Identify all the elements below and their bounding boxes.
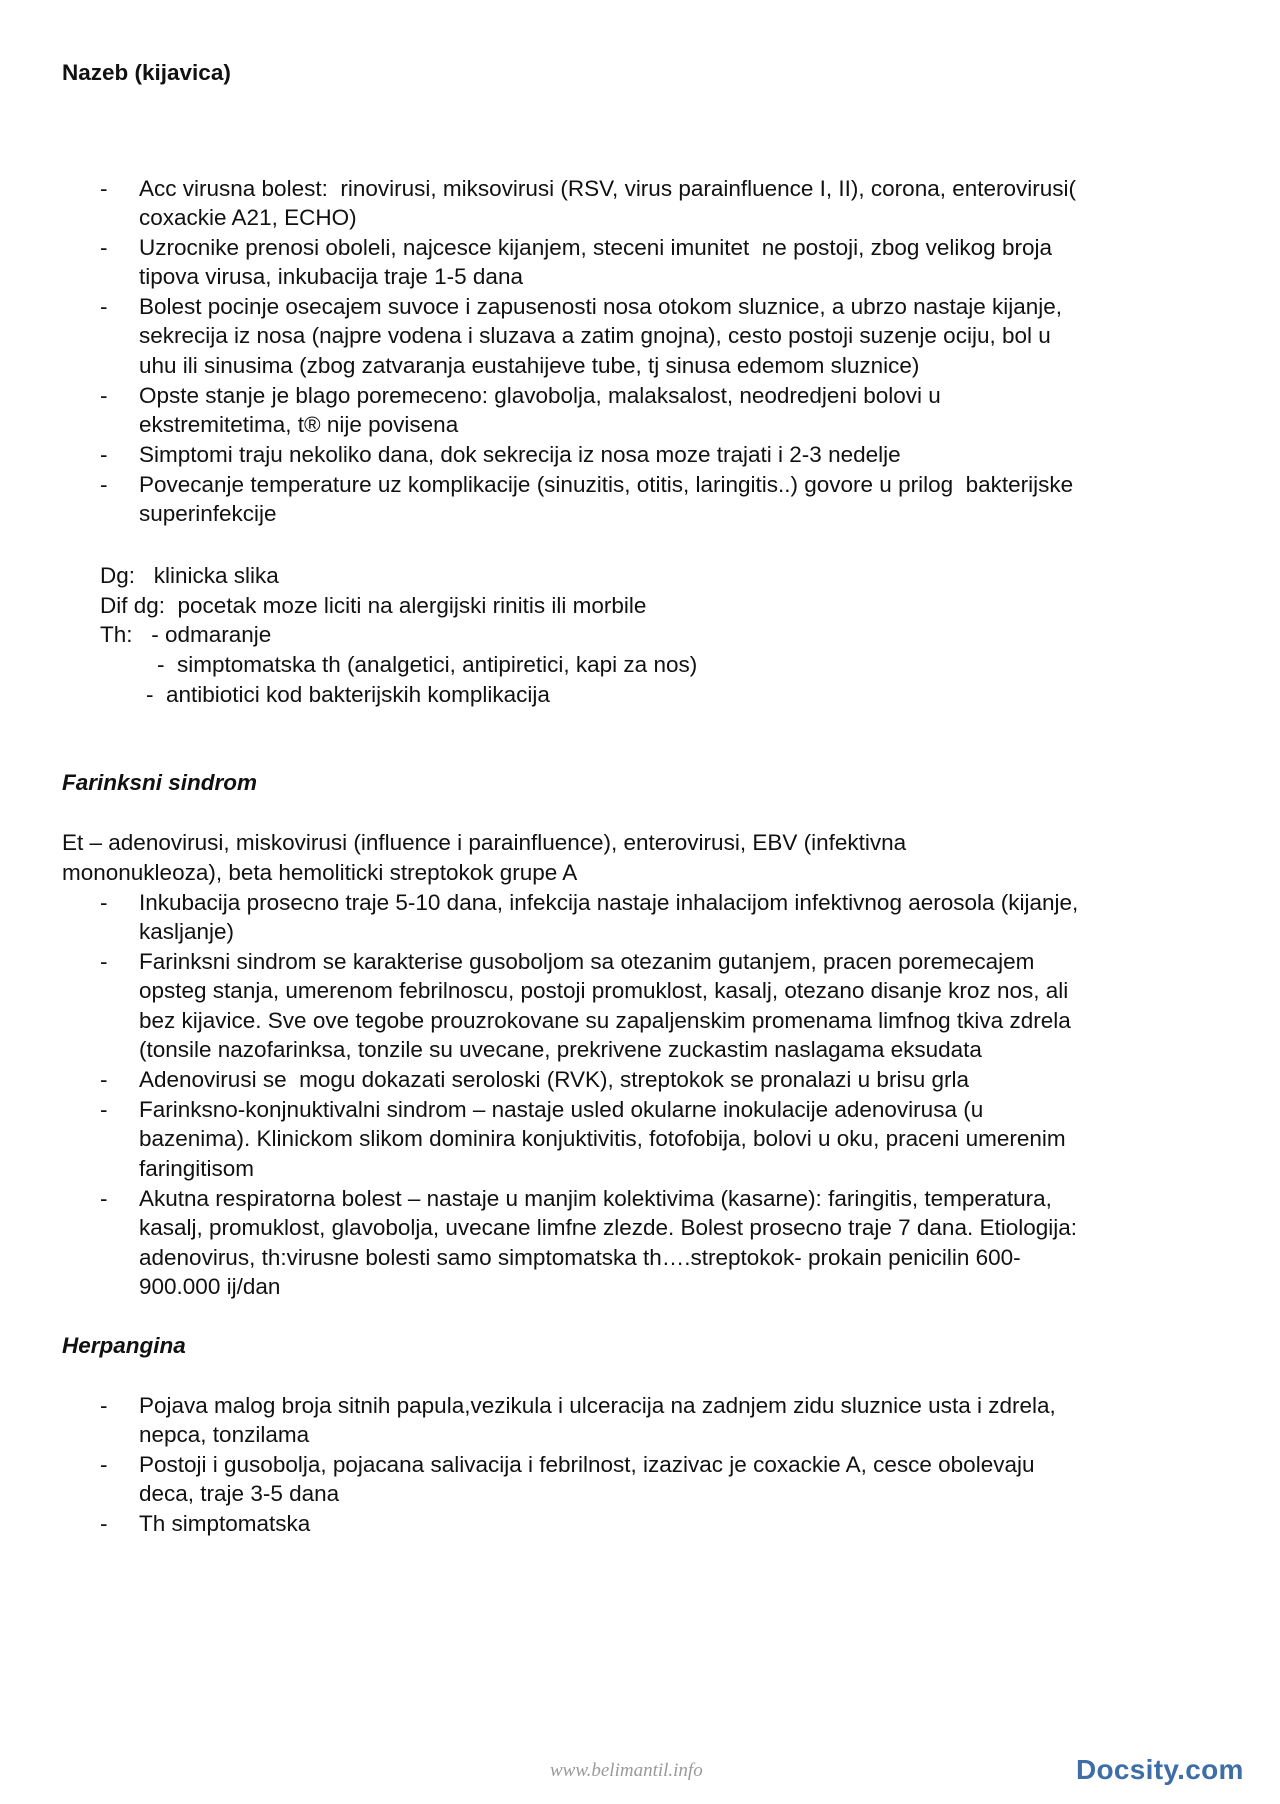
bullet-dash: - [100, 383, 108, 408]
list-item-line: coxackie A21, ECHO) [139, 205, 357, 230]
list-item-line: ekstremitetima, t® nije povisena [139, 412, 459, 437]
differential-diagnosis-line: Dif dg: pocetak moze liciti na alergijski rinitis ili morbile [100, 593, 647, 618]
list-item-line: Th simptomatska [139, 1511, 311, 1536]
list-item-line: Povecanje temperature uz komplikacije (sinuzitis, otitis, laringitis..) govore u prilog bakterijske [139, 472, 1074, 497]
bullet-dash: - [100, 1452, 108, 1477]
therapy-line: Th: - odmaranje [100, 622, 272, 647]
list-item-line: kasalj, promuklost, glavobolja, uvecane limfne zlezde. Bolest prosecno traje 7 dana. Etiologija: [139, 1215, 1078, 1240]
section-title-nazeb: Nazeb (kijavica) [62, 60, 231, 85]
list-item-line: Uzrocnike prenosi oboleli, najcesce kijanjem, steceni imunitet ne postoji, zbog velikog broja [139, 235, 1052, 260]
bullet-dash: - [100, 176, 108, 201]
bullet-dash: - [100, 1393, 108, 1418]
list-item-line: Pojava malog broja sitnih papula,vezikula i ulceracija na zadnjem zidu sluznice usta i zdrela, [139, 1393, 1056, 1418]
list-item-line: Inkubacija prosecno traje 5-10 dana, infekcija nastaje inhalacijom infektivnog aerosola (kijanje, [139, 890, 1079, 915]
list-item-line: Akutna respiratorna bolest – nastaje u manjim kolektivima (kasarne): faringitis, temperatura, [139, 1186, 1052, 1211]
docsity-logo[interactable]: Docsity.com [1076, 1754, 1244, 1785]
bullet-dash: - [100, 1067, 108, 1092]
list-item-line: (tonsile nazofarinksa, tonzile su uvecane, prekrivene zuckastim naslagama eksudata [139, 1037, 982, 1062]
list-item-line: Opste stanje je blago poremeceno: glavobolja, malaksalost, neodredjeni bolovi u [139, 383, 941, 408]
section-title-farinksni: Farinksni sindrom [62, 770, 258, 795]
etiology-line: mononukleoza), beta hemoliticki streptokok grupe A [62, 860, 578, 885]
list-item-line: superinfekcije [139, 501, 277, 526]
bullet-dash: - [100, 1186, 108, 1211]
therapy-line: - antibiotici kod bakterijskih komplikacija [146, 682, 550, 707]
list-item-line: opsteg stanja, umerenom febrilnoscu, postoji promuklost, kasalj, otezano disanje kroz nos, ali [139, 978, 1069, 1003]
bullet-dash: - [100, 1511, 108, 1536]
list-item-line: Acc virusna bolest: rinovirusi, miksovirusi (RSV, virus parainfluence I, II), corona, enterovirusi( [139, 176, 1077, 201]
list-item-line: Simptomi traju nekoliko dana, dok sekrecija iz nosa moze trajati i 2-3 nedelje [139, 442, 901, 467]
list-item-line: tipova virusa, inkubacija traje 1-5 dana [139, 264, 523, 289]
list-item-line: uhu ili sinusima (zbog zatvaranja eustahijeve tube, tj sinusa edemom sluznice) [139, 353, 920, 378]
section-title-herpangina: Herpangina [62, 1333, 186, 1358]
list-item-line: Farinksno-konjnuktivalni sindrom – nastaje usled okularne inokulacije adenovirusa (u [139, 1097, 984, 1122]
list-item-line: adenovirus, th:virusne bolesti samo simptomatska th….streptokok- prokain penicilin 600- [139, 1245, 1021, 1270]
bullet-dash: - [100, 472, 108, 497]
list-item-line: deca, traje 3-5 dana [139, 1481, 340, 1506]
list-item-line: nepca, tonzilama [139, 1422, 310, 1447]
bullet-dash: - [100, 1097, 108, 1122]
list-item-line: kasljanje) [139, 919, 235, 944]
diagnosis-line: Dg: klinicka slika [100, 563, 279, 588]
bullet-dash: - [100, 949, 108, 974]
list-item-line: Bolest pocinje osecajem suvoce i zapusenosti nosa otokom sluznice, a ubrzo nastaje kijanje, [139, 294, 1063, 319]
list-item-line: Postoji i gusobolja, pojacana salivacija i febrilnost, izazivac je coxackie A, cesce obolevaju [139, 1452, 1035, 1477]
bullet-dash: - [100, 294, 108, 319]
therapy-line: - simptomatska th (analgetici, antipiretici, kapi za nos) [157, 652, 698, 677]
list-item-line: Farinksni sindrom se karakterise gusoboljom sa otezanim gutanjem, pracen poremecajem [139, 949, 1035, 974]
list-item-line: bazenima). Klinickom slikom dominira konjuktivitis, fotofobija, bolovi u oku, praceni umerenim [139, 1126, 1066, 1151]
bullet-dash: - [100, 235, 108, 260]
footer-website-watermark: www.belimantil.info [550, 1760, 703, 1781]
list-item-line: bez kijavice. Sve ove tegobe prouzrokovane su zapaljenskim promenama limfnog tkiva zdrela [139, 1008, 1071, 1033]
etiology-line: Et – adenovirusi, miskovirusi (influence i parainfluence), enterovirusi, EBV (infektivna [62, 830, 907, 855]
bullet-dash: - [100, 442, 108, 467]
list-item-line: Adenovirusi se mogu dokazati seroloski (RVK), streptokok se pronalazi u brisu grla [139, 1067, 969, 1092]
bullet-dash: - [100, 890, 108, 915]
list-item-line: 900.000 ij/dan [139, 1274, 281, 1299]
list-item-line: sekrecija iz nosa (najpre vodena i sluzava a zatim gnojna), cesto postoji suzenje ociju, bol u [139, 323, 1051, 348]
list-item-line: faringitisom [139, 1156, 255, 1181]
